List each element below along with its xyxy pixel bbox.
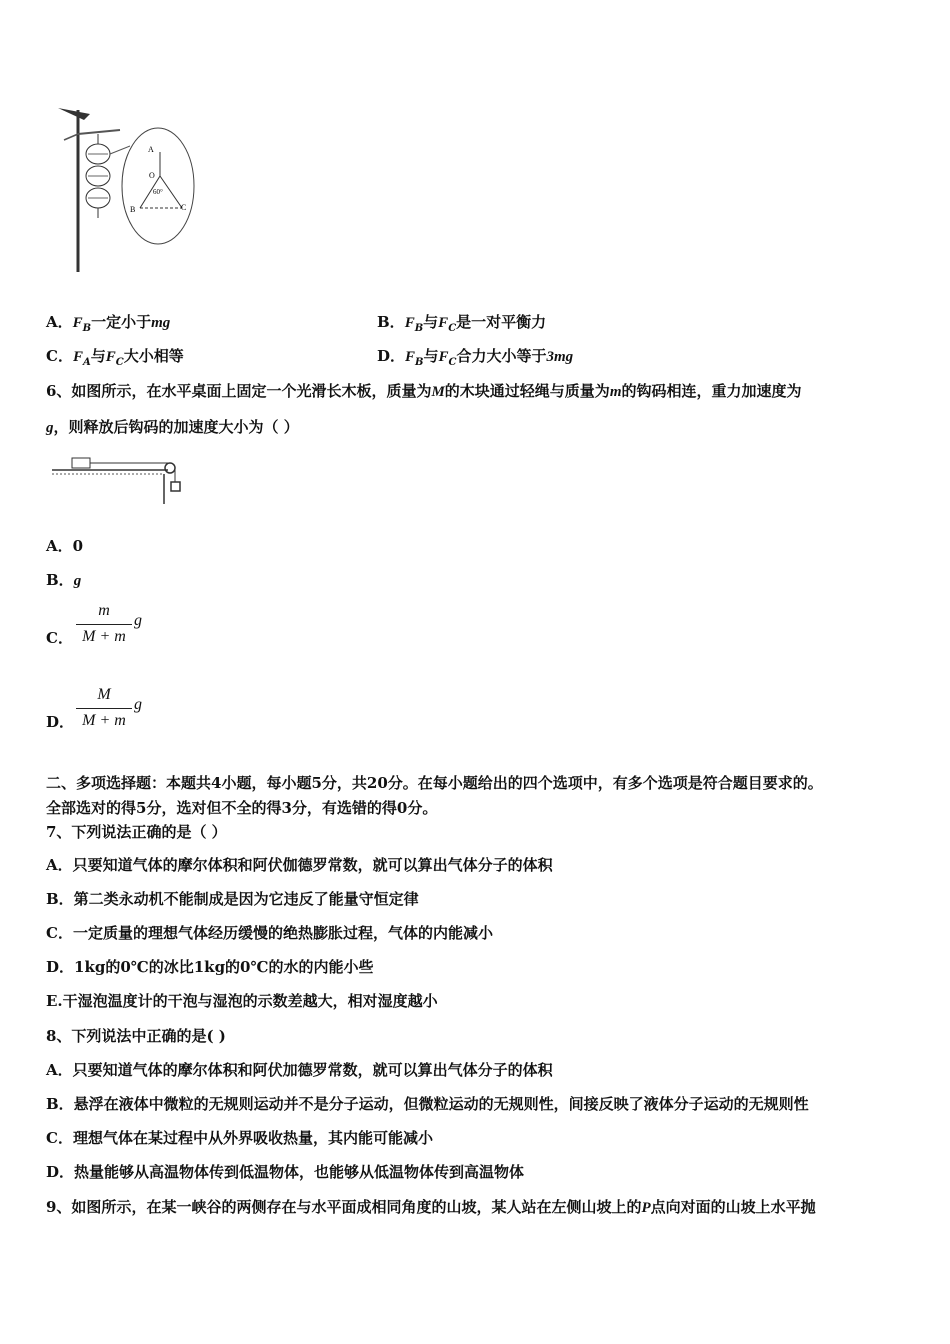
section2-heading-line1: 二、多项选择题：本题共4小题，每小题5分，共20分。在每小题给出的四个选项中，有多个选项是符合题目要求的。: [46, 774, 823, 792]
q8-option-c[interactable]: C．理想气体在某过程中从外界吸收热量，其内能可能减小: [46, 1129, 433, 1147]
q8-stem: 8、下列说法中正确的是( ): [46, 1027, 226, 1045]
q6-option-a[interactable]: A．0: [46, 537, 84, 555]
q6-option-c[interactable]: C．: [46, 629, 73, 647]
pulley-figure: [50, 452, 190, 508]
q8-option-b[interactable]: B．悬浮在液体中微粒的无规则运动并不是分子运动，但微粒运动的无规则性，间接反映了液体分子运动的无规则性: [46, 1095, 809, 1113]
q6-option-b[interactable]: B．g: [46, 571, 82, 589]
q9-stem: 9、如图所示，在某一峡谷的两侧存在与水平面成相同角度的山坡，某人站在左侧山坡上的P点向对面的山坡上水平抛: [46, 1198, 816, 1216]
q6-stem-line1: 6、如图所示，在水平桌面上固定一个光滑长木板，质量为M的木块通过轻绳与质量为m的钩码相连，重力加速度为: [46, 382, 802, 400]
q8-option-a[interactable]: A．只要知道气体的摩尔体积和阿伏加德罗常数，就可以算出气体分子的体积: [46, 1061, 553, 1079]
q7-option-c[interactable]: C．一定质量的理想气体经历缓慢的绝热膨胀过程，气体的内能减小: [46, 924, 493, 942]
q6-stem-line2: g，则释放后钩码的加速度大小为（ ）: [46, 418, 299, 436]
section2-heading-line2: 全部选对的得5分，选对但不全的得3分，有选错的得0分。: [46, 799, 438, 817]
q7-option-e[interactable]: E.干湿泡温度计的干泡与湿泡的示数差越大，相对湿度越小: [46, 992, 438, 1010]
q5-option-d[interactable]: D．$F_B$与$F_C$合力大小等于3mg: [377, 347, 574, 368]
figure-label-o: O: [149, 171, 155, 180]
q6-option-d-fraction: M M + m g: [76, 686, 156, 734]
q7-option-b[interactable]: B．第二类永动机不能制成是因为它违反了能量守恒定律: [46, 890, 419, 908]
figure-label-angle: 60°: [153, 188, 163, 196]
q6-option-d[interactable]: D．: [46, 713, 75, 731]
q7-stem: 7、下列说法正确的是（ ）: [46, 823, 227, 841]
q7-option-a[interactable]: A．只要知道气体的摩尔体积和阿伏伽德罗常数，就可以算出气体分子的体积: [46, 856, 553, 874]
q5-option-b[interactable]: B．$F_B$与$F_C$是一对平衡力: [377, 313, 547, 334]
lantern-figure: [50, 100, 210, 280]
q7-option-d[interactable]: D．1kg的0℃的冰比1kg的0℃的水的内能小些: [46, 958, 374, 976]
figure-label-a: A: [148, 145, 154, 154]
q5-option-a[interactable]: A．$F_B$一定小于mg: [46, 313, 171, 334]
q5-option-c[interactable]: C．$F_A$与$F_C$大小相等: [46, 347, 184, 368]
q6-option-c-fraction: m M + m g: [76, 602, 156, 650]
q8-option-d[interactable]: D．热量能够从高温物体传到低温物体，也能够从低温物体传到高温物体: [46, 1163, 525, 1181]
figure-label-b: B: [130, 205, 136, 214]
figure-label-c: C: [181, 203, 187, 212]
